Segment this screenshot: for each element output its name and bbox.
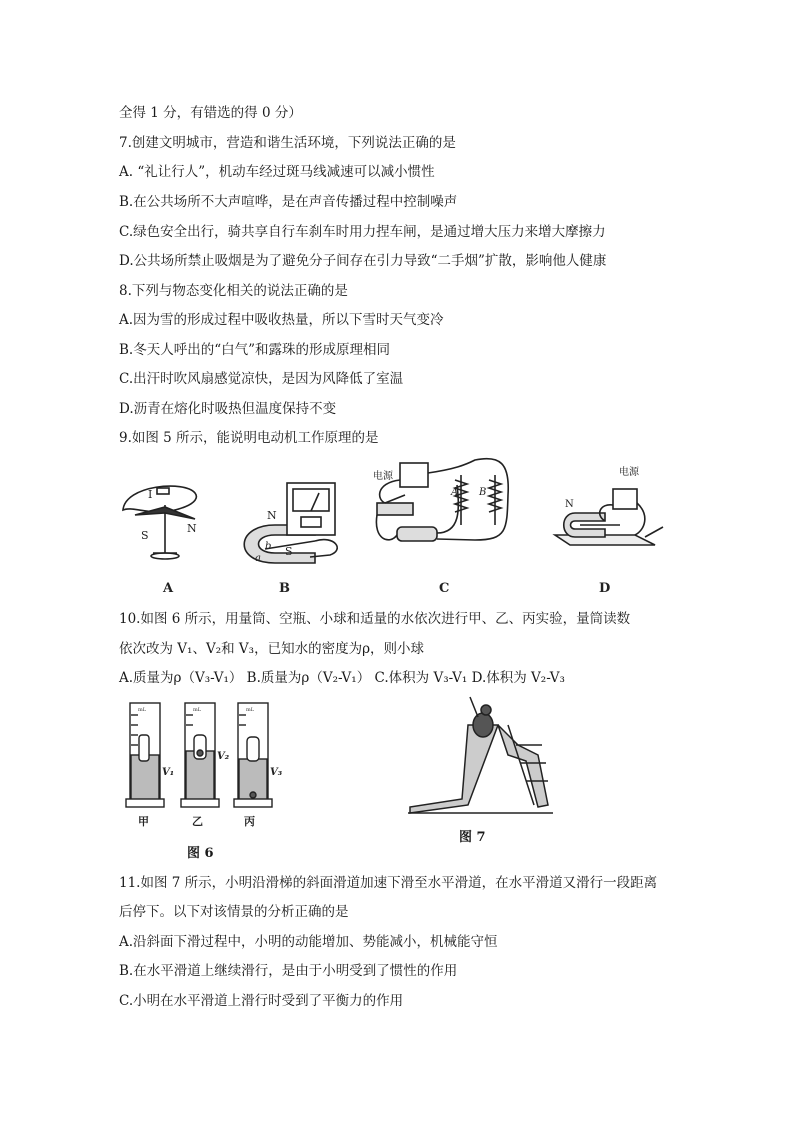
- question-11-option-b: B.在水平滑道上继续滑行，是由于小明受到了惯性的作用: [119, 963, 458, 979]
- figure-7-caption: 图 7: [459, 830, 486, 845]
- question-8: 8.下列与物态变化相关的说法正确的是: [119, 283, 348, 299]
- figure-7: [408, 695, 553, 820]
- fig5-label-c: C: [439, 581, 450, 596]
- question-8-option-b: B.冬天人呼出的“白气”和露珠的形成原理相同: [119, 342, 391, 358]
- fig5b-label-s: S: [285, 545, 293, 558]
- question-8-option-a: A.因为雪的形成过程中吸收热量，所以下雪时天气变冷: [119, 312, 444, 328]
- cyl1-unit: mL: [138, 707, 147, 713]
- question-11-option-a: A.沿斜面下滑过程中，小明的动能增加、势能减小，机械能守恒: [119, 934, 498, 950]
- fig5b-label-b: b: [265, 541, 272, 552]
- question-7-option-c: C.绿色安全出行，骑共享自行车刹车时用力捏车闸，是通过增大压力来增大摩擦力: [119, 224, 606, 240]
- fig5b-label-n: N: [267, 509, 277, 522]
- question-8-option-d: D.沥青在熔化时吸热但温度保持不变: [119, 401, 337, 417]
- fig5a-label-i: I: [148, 488, 153, 501]
- figure-6-caption: 图 6: [187, 846, 214, 861]
- figure-6-drawing: [120, 695, 290, 835]
- question-7-option-a: A. “礼让行人”，机动车经过斑马线减速可以减小惯性: [119, 164, 435, 180]
- text-line-1: 全得 1 分，有错选的得 0 分）: [119, 105, 302, 121]
- question-8-option-c: C.出汗时吹风扇感觉凉快，是因为风降低了室温: [119, 371, 404, 387]
- figure-7-slide: [408, 695, 553, 820]
- question-11-option-c: C.小明在水平滑道上滑行时受到了平衡力的作用: [119, 993, 404, 1009]
- question-9: 9.如图 5 所示，能说明电动机工作原理的是: [119, 430, 379, 446]
- question-10-options: A.质量为ρ（V₃-V₁） B.质量为ρ（V₂-V₁） C.体积为 V₃-V₁ D.体积为 V₂-V₃: [119, 670, 565, 686]
- cylinder-yi: [181, 703, 219, 807]
- fig5-label-d: D: [599, 581, 611, 596]
- fig5a-label-n: N: [187, 522, 197, 535]
- cylinder-jia: [126, 703, 164, 807]
- cyl3-v: V₃: [270, 767, 283, 778]
- figure-5c-electromagnets: [376, 459, 508, 541]
- fig5b-label-a: a: [255, 553, 261, 564]
- cyl1-label: 甲: [138, 815, 149, 828]
- cyl3-unit: mL: [246, 707, 255, 713]
- question-11: 11.如图 7 所示，小明沿滑梯的斜面滑道加速下滑至水平滑道，在水平滑道又滑行一段距离: [119, 875, 658, 891]
- cyl2-v: V₂: [217, 751, 230, 762]
- figure-5: [115, 455, 685, 605]
- fig5-label-a: A: [163, 581, 174, 596]
- cyl3-label: 丙: [244, 815, 255, 828]
- question-7: 7.创建文明城市，营造和谐生活环境，下列说法正确的是: [119, 135, 456, 151]
- fig5a-label-s: S: [141, 529, 149, 542]
- cylinder-bing: [234, 703, 272, 807]
- fig5c-label-power: 电源: [373, 471, 393, 482]
- cyl2-label: 乙: [192, 815, 203, 828]
- question-7-option-b: B.在公共场所不大声喧哗，是在声音传播过程中控制噪声: [119, 194, 458, 210]
- figure-5d-motor: [555, 489, 663, 545]
- question-7-option-d: D.公共场所禁止吸烟是为了避免分子间存在引力导致“二手烟”扩散，影响他人健康: [119, 253, 607, 269]
- fig5c-label-b: B: [479, 487, 487, 498]
- fig5-label-b: B: [279, 581, 290, 596]
- question-11-cont: 后停下。以下对该情景的分析正确的是: [119, 904, 349, 920]
- fig5d-label-n: N: [565, 499, 574, 510]
- cyl1-v: V₁: [162, 767, 175, 778]
- fig5d-label-power: 电源: [619, 467, 639, 478]
- fig5c-label-a: A: [451, 487, 459, 498]
- figure-5a-oersted: [123, 486, 196, 559]
- cyl2-unit: mL: [193, 707, 202, 713]
- figure-5-drawing: [115, 455, 685, 605]
- question-10-cont: 依次改为 V₁、V₂和 V₃，已知水的密度为ρ，则小球: [119, 641, 425, 657]
- figure-6: [120, 695, 290, 835]
- question-10: 10.如图 6 所示，用量筒、空瓶、小球和适量的水依次进行甲、乙、丙实验，量筒读数: [119, 611, 631, 627]
